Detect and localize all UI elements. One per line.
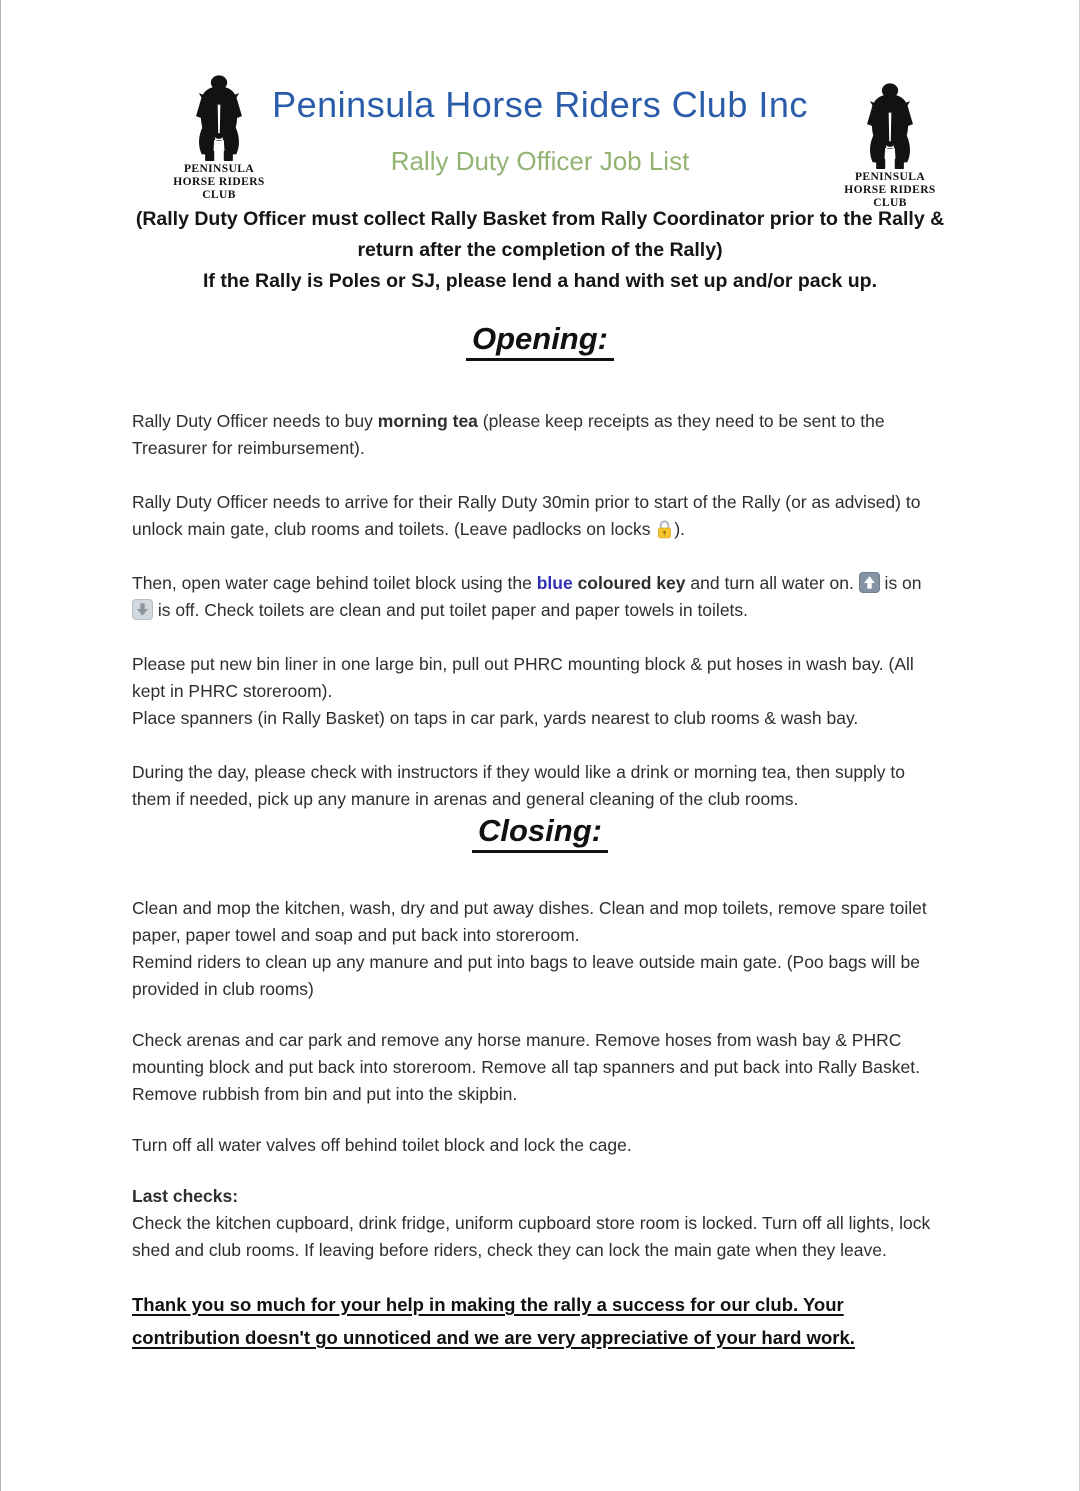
rally-basket-note: (Rally Duty Officer must collect Rally Basket from Rally Coordinator prior to the Rally & return after the completion of the Rally): [135, 208, 945, 261]
paragraph-clean-mop: [132, 895, 947, 1003]
text-run-blue: blue: [536, 573, 573, 593]
paragraph-morning-tea: [132, 408, 947, 462]
paragraph-water-valves: Turn off all water valves off behind toilet block and lock the cage.: [132, 1135, 632, 1155]
opening-heading: [1, 321, 1079, 361]
paragraph-water-cage: [132, 570, 947, 624]
poles-sj-note: If the Rally is Poles or SJ, please lend a hand with set up and/or pack up.: [203, 270, 877, 292]
closing-section: [1, 895, 1079, 1354]
text-run: (please keep receipts as they need to be sent to the Treasurer for reimbursement).: [132, 411, 885, 458]
opening-heading-text: Opening:: [466, 321, 614, 361]
last-checks-heading: Last checks:: [132, 1186, 239, 1206]
text-run: Rally Duty Officer needs to buy: [132, 411, 378, 431]
intro-note: [135, 204, 945, 297]
text-run: Then, open water cage behind toilet block using the: [132, 573, 537, 593]
club-logo-caption: [827, 171, 953, 210]
text-run-bold: morning tea: [377, 411, 478, 431]
paragraph-during-day: During the day, please check with instructors if they would like a drink or morning tea, then supply to them if needed, pick up any manure in arenas and general cleaning of the club rooms.: [132, 762, 905, 809]
page-title: Peninsula Horse Riders Club Inc: [272, 84, 808, 125]
padlock-icon: [655, 519, 674, 539]
paragraph-last-checks: [132, 1183, 947, 1264]
horse-rider-icon: [842, 82, 938, 170]
last-checks-body: Check the kitchen cupboard, drink fridge, uniform cupboard store room is locked. Turn off all lights, lock shed and club rooms. If leaving before riders, check they can lock the main gate when they leave.: [132, 1213, 931, 1260]
text-line: Clean and mop the kitchen, wash, dry and put away dishes. Clean and mop toilets, remove spare toilet paper, paper towel and soap and put back into storeroom.: [132, 898, 927, 945]
closing-heading: [1, 813, 1079, 853]
text-run: and turn all water on.: [685, 573, 859, 593]
document-header: [1, 0, 1079, 209]
paragraph-check-arenas: Check arenas and car park and remove any horse manure. Remove hoses from wash bay & PHRC mounting block and put back into storeroom. Remove all tap spanners and put back into Rally Basket. Remove rubbish from bin and put into the skipbin.: [132, 1030, 920, 1104]
thank-you-note: Thank you so much for your help in making the rally a success for our club. Your contribution doesn't go unnoticed and we are very appreciative of your hard work.: [132, 1294, 855, 1348]
paragraph-arrival-unlock: [132, 489, 947, 543]
logo-caption-line: PENINSULA: [183, 163, 255, 175]
logo-caption-line: CLUB: [202, 189, 236, 201]
logo-caption-line: CLUB: [873, 197, 907, 209]
page-subtitle: Rally Duty Officer Job List: [390, 146, 690, 176]
paragraph-bins-spanners: [132, 651, 947, 732]
text-run: is off. Check toilets are clean and put toilet paper and paper towels in toilets.: [153, 600, 749, 620]
text-line: Please put new bin liner in one large bin, pull out PHRC mounting block & put hoses in wash bay. (All kept in PHRC storeroom).: [132, 654, 914, 701]
text-line: Remind riders to clean up any manure and put into bags to leave outside main gate. (Poo bags will be provided in club rooms): [132, 952, 920, 999]
text-run: is on: [879, 573, 922, 593]
opening-section: [1, 408, 1079, 813]
text-line: Place spanners (in Rally Basket) on taps in car park, yards nearest to club rooms & wash bay.: [132, 708, 859, 728]
closing-heading-text: Closing:: [472, 813, 608, 853]
text-run-bold: coloured key: [572, 573, 686, 593]
logo-caption-line: PENINSULA: [854, 171, 926, 183]
up-arrow-icon: [859, 572, 880, 593]
logo-caption-line: HORSE RIDERS: [844, 184, 936, 196]
text-run: Rally Duty Officer needs to arrive for their Rally Duty 30min prior to start of the Rally (or as advised) to unlock main gate, club rooms and toilets. (Leave padlocks on locks: [132, 492, 921, 539]
logo-caption-line: HORSE RIDERS: [173, 176, 265, 188]
club-logo-right: [827, 82, 953, 210]
down-arrow-icon: [132, 599, 153, 620]
text-run: ).: [674, 519, 686, 539]
